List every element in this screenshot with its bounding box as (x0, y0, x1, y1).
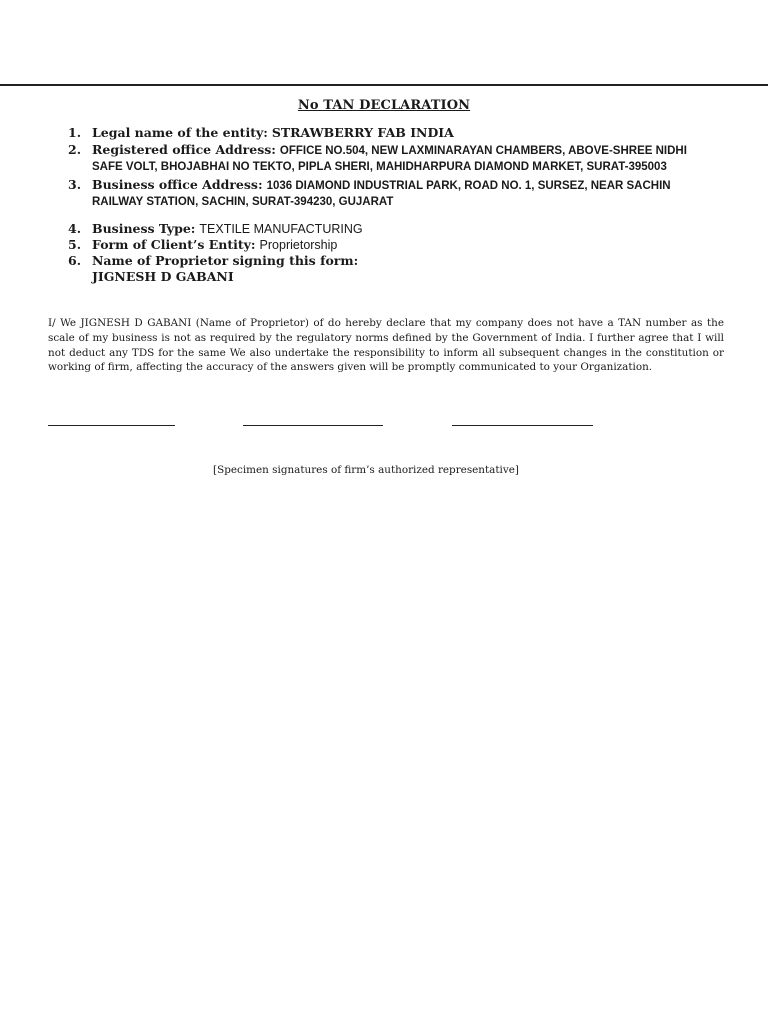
item-number: 5. (68, 237, 82, 252)
signature-line-3 (452, 425, 593, 426)
item-label: Registered office Address: (92, 142, 276, 157)
legal-name-value: STRAWBERRY FAB INDIA (271, 125, 454, 140)
declaration-paragraph: I/ We JIGNESH D GABANI (Name of Proprietor) of do hereby declare that my company does not have a TAN number as the scale of my business is not as required by the regulatory norms defined by the Government of India. I further agree that I will not deduct any TDS for the same We also undertake the responsibility to inform all subsequent changes in the constitution or working of firm, affecting the accuracy of the answers given will be promptly communicated to your Organization. (48, 317, 724, 374)
signature-line-1 (48, 425, 175, 426)
item-legal-name (68, 124, 748, 142)
item-label: Name of Proprietor signing this form: (92, 253, 359, 268)
entity-form-value: Proprietorship (259, 238, 338, 252)
item-label: Form of Client’s Entity: (92, 237, 256, 252)
proprietor-name-value: JIGNESH D GABANI (92, 269, 234, 284)
business-address-line2: RAILWAY STATION, SACHIN, SURAT-394230, GUJARAT (92, 196, 394, 208)
business-address-line1: 1036 DIAMOND INDUSTRIAL PARK, ROAD NO. 1, SURSEZ, NEAR SACHIN (266, 180, 671, 192)
item-label: Legal name of the entity: (92, 125, 268, 140)
top-horizontal-rule (0, 84, 768, 86)
registered-address-line2: SAFE VOLT, BHOJABHAI NO TEKTO, PIPLA SHERI, MAHIDHARPURA DIAMOND MARKET, SURAT-395003 (92, 161, 667, 173)
item-number: 3. (68, 177, 82, 192)
registered-address-line1: OFFICE NO.504, NEW LAXMINARAYAN CHAMBERS, ABOVE-SHREE NIDHI (279, 145, 687, 157)
signature-line-2 (243, 425, 383, 426)
item-number: 4. (68, 221, 82, 236)
specimen-caption: [Specimen signatures of firm’s authorized representative] (213, 464, 519, 476)
item-number: 2. (68, 142, 82, 157)
item-label: Business office Address: (92, 177, 263, 192)
document-title: No TAN DECLARATION (297, 98, 471, 113)
business-type-value: TEXTILE MANUFACTURING (199, 222, 363, 236)
item-number: 1. (68, 125, 82, 140)
item-number: 6. (68, 253, 82, 268)
item-label: Business Type: (92, 221, 196, 236)
